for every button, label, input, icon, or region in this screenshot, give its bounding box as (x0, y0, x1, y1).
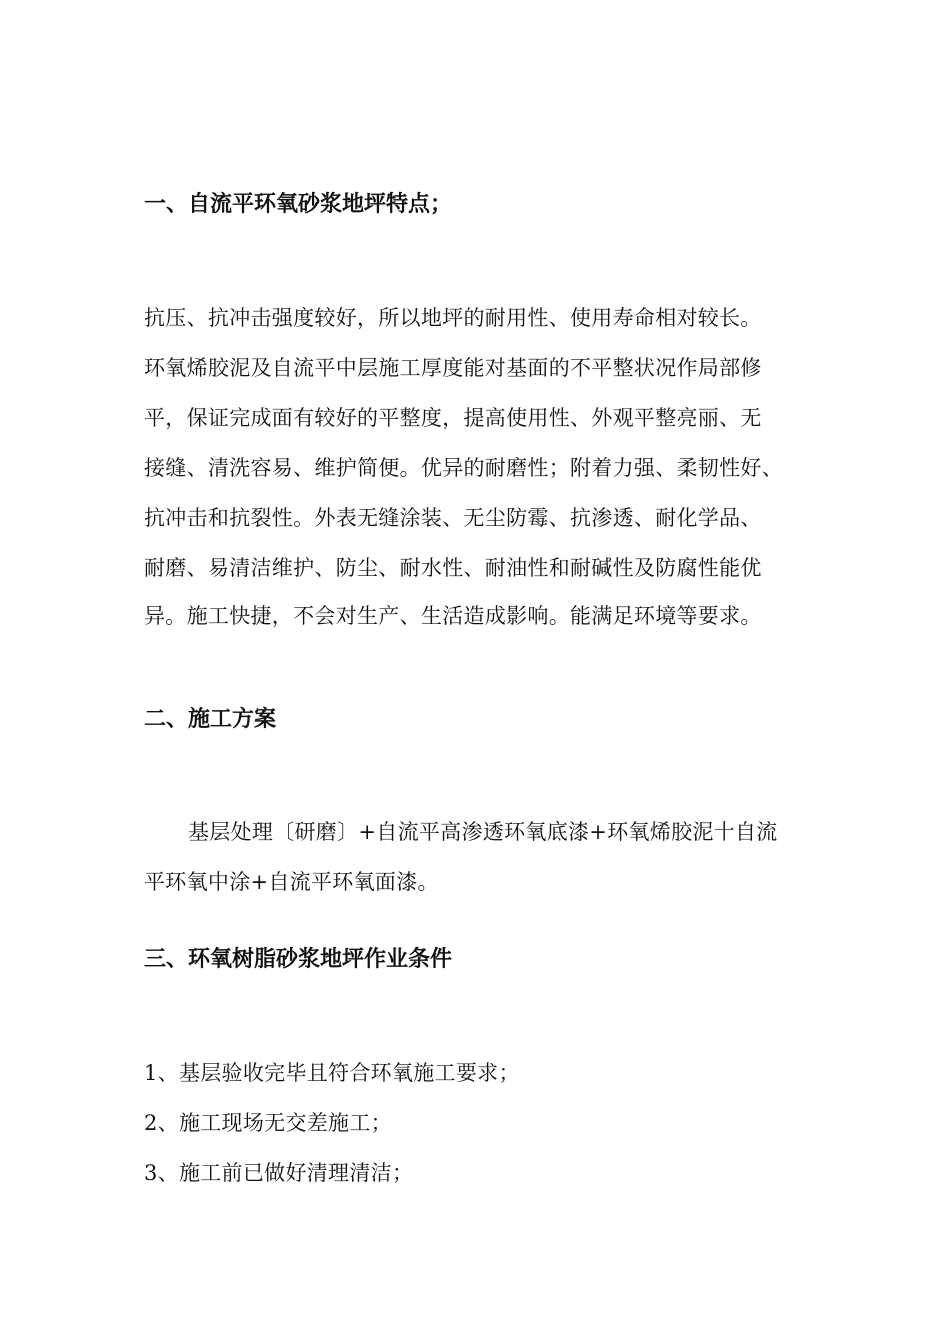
section-2-line-1: 基层处理〔研磨〕+自流平高渗透环氧底漆+环氧烯胶泥十自流 (188, 820, 778, 844)
section-1-line-6: 耐磨、易清洁维护、防尘、耐水性、耐油性和耐碱性及防腐性能优 (144, 556, 762, 580)
section-3-heading: 三、环氧树脂砂浆地坪作业条件 (144, 946, 453, 972)
section-1-line-2: 环氧烯胶泥及自流平中层施工厚度能对基面的不平整状况作局部修 (144, 356, 762, 380)
section-1-line-1: 抗压、抗冲击强度较好，所以地坪的耐用性、使用寿命相对较长。 (144, 306, 762, 330)
section-1-line-4: 接缝、清洗容易、维护简便。优异的耐磨性；附着力强、柔韧性好、 (144, 456, 783, 480)
section-1-heading: 一、自流平环氧砂浆地坪特点； (144, 191, 453, 217)
condition-item-3: 3、施工前已做好清理清洁； (144, 1161, 414, 1185)
section-1-line-7: 异。施工快捷，不会对生产、生活造成影响。能满足环境等要求。 (144, 604, 762, 628)
section-2-heading: 二、施工方案 (144, 706, 277, 732)
section-1-line-3: 平，保证完成面有较好的平整度，提高使用性、外观平整亮丽、无 (144, 406, 762, 430)
section-1-line-5: 抗冲击和抗裂性。外表无缝涂装、无尘防霉、抗渗透、耐化学品、 (144, 506, 762, 530)
section-2-line-2: 平环氧中涂+自流平环氧面漆。 (144, 870, 439, 894)
condition-item-1: 1、基层验收完毕且符合环氧施工要求； (144, 1061, 520, 1085)
condition-item-2: 2、施工现场无交差施工； (144, 1111, 392, 1135)
